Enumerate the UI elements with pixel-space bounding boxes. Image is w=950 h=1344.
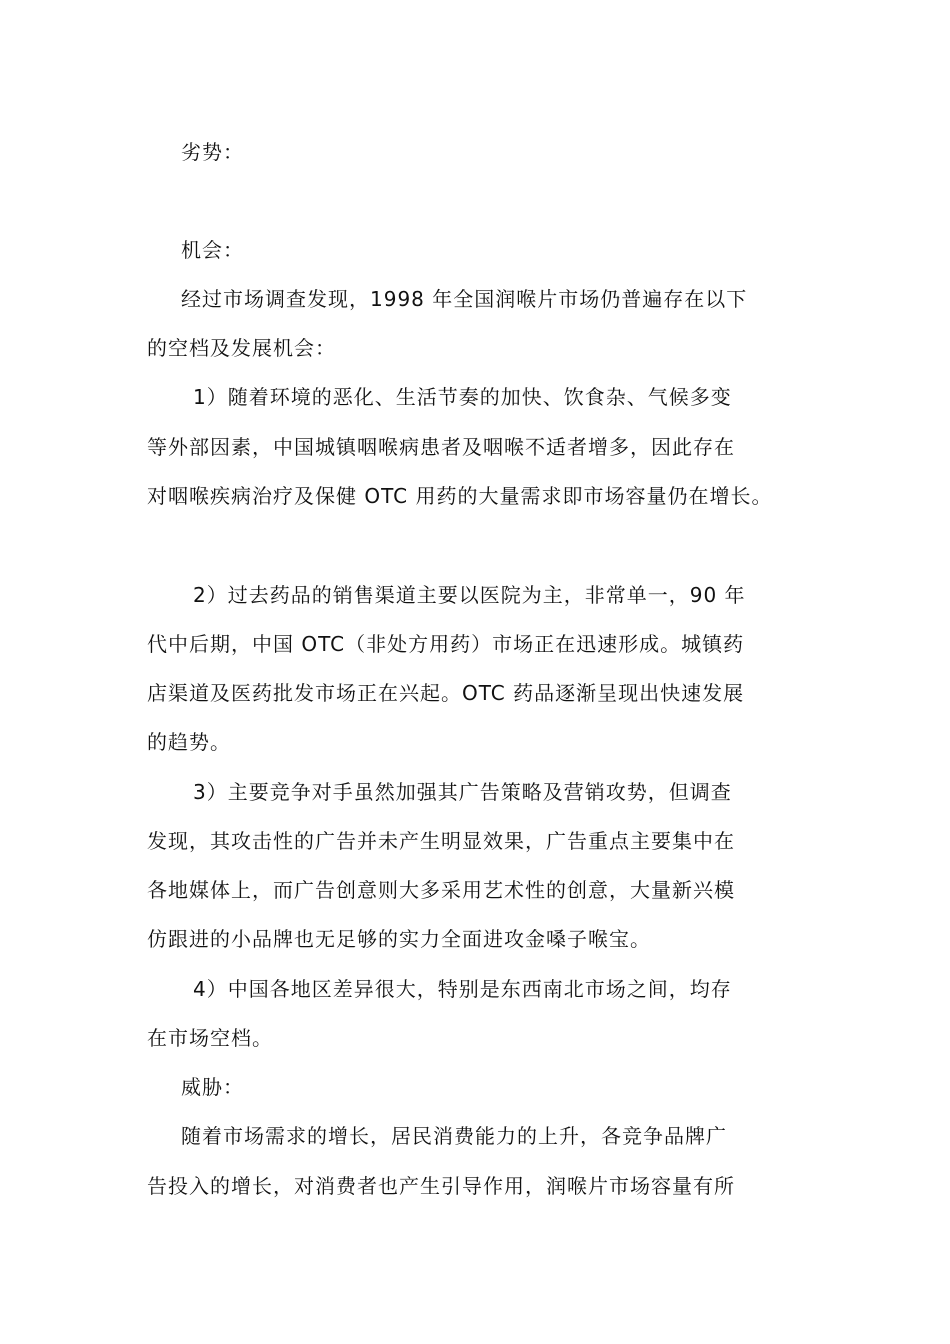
paragraph-line: 店渠道及医药批发市场正在兴起。OTC 药品逐渐呈现出快速发展 <box>147 681 745 705</box>
heading-weaknesses: 劣势： <box>181 140 244 164</box>
paragraph-line: 告投入的增长，对消费者也产生引导作用，润喉片市场容量有所 <box>147 1174 735 1198</box>
paragraph-line: 代中后期，中国 OTC（非处方用药）市场正在迅速形成。城镇药 <box>147 632 745 656</box>
paragraph-line: 的空档及发展机会： <box>147 336 336 360</box>
paragraph-line: 仿跟进的小品牌也无足够的实力全面进攻金嗓子喉宝。 <box>147 927 651 951</box>
paragraph-line: 1）随着环境的恶化、生活节奏的加快、饮食杂、气候多变 <box>193 385 732 409</box>
paragraph-line: 4）中国各地区差异很大，特别是东西南北市场之间，均存 <box>193 977 732 1001</box>
paragraph-line: 发现，其攻击性的广告并未产生明显效果，广告重点主要集中在 <box>147 829 735 853</box>
paragraph-line: 随着市场需求的增长，居民消费能力的上升，各竞争品牌广 <box>181 1124 727 1148</box>
heading-opportunities: 机会： <box>181 238 244 262</box>
heading-threats: 威胁： <box>181 1075 244 1099</box>
paragraph-line: 对咽喉疾病治疗及保健 OTC 用药的大量需求即市场容量仍在增长。 <box>147 484 773 508</box>
paragraph-line: 的趋势。 <box>147 730 231 754</box>
paragraph-line: 3）主要竞争对手虽然加强其广告策略及营销攻势，但调查 <box>193 780 732 804</box>
paragraph-line: 在市场空档。 <box>147 1026 273 1050</box>
paragraph-line: 等外部因素，中国城镇咽喉病患者及咽喉不适者增多，因此存在 <box>147 435 735 459</box>
paragraph-line: 经过市场调查发现，1998 年全国润喉片市场仍普遍存在以下 <box>181 287 748 311</box>
paragraph-line: 各地媒体上，而广告创意则大多采用艺术性的创意，大量新兴模 <box>147 878 735 902</box>
paragraph-line: 2）过去药品的销售渠道主要以医院为主，非常单一，90 年 <box>193 583 746 607</box>
